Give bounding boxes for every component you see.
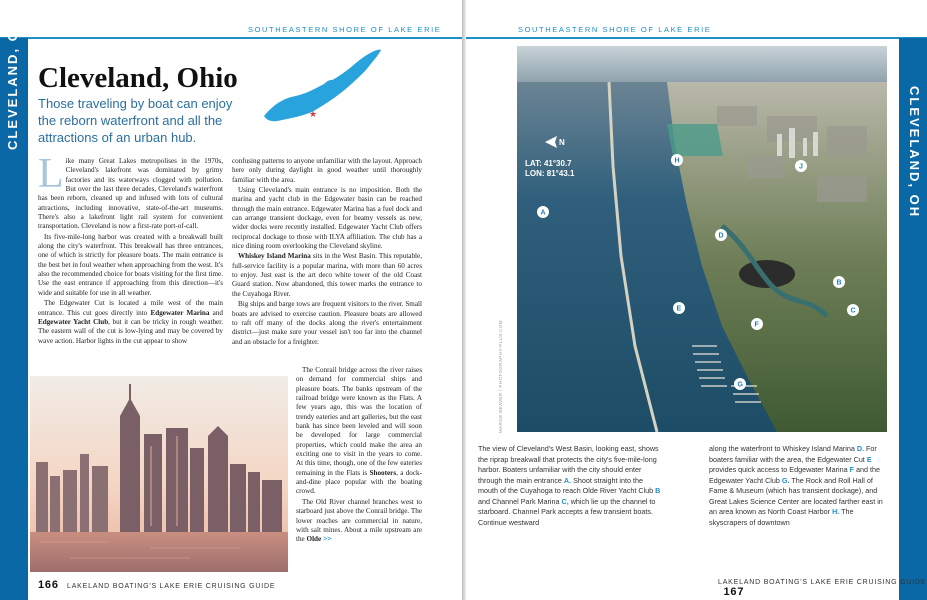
paragraph: confusing patterns to anyone unfamiliar with the layout. Approach here only during daylight in good weather until thoroughly familiar with the area. (232, 157, 422, 184)
page-title: Cleveland, Ohio (38, 62, 238, 94)
lake-erie-locator-map (262, 46, 382, 130)
svg-text:H: H (674, 157, 680, 165)
svg-text:B: B (836, 279, 842, 287)
paragraph: Its five-mile-long harbor was created with a breakwall built along the city's waterfront. This breakwall has three entrances, one of which is strictly for pleasure boats. The main entrance is the best bet in foul weather when approaching from the west. It's also the recommended choice for boats visiting for the first time. Use the east entrance if approaching from this direction—it's wide and suitable for use in all weather. (38, 232, 224, 297)
right-page (466, 0, 927, 600)
left-page (0, 0, 462, 600)
marker-J (795, 160, 807, 172)
marker-G (734, 378, 746, 390)
drop-cap: L (38, 151, 64, 197)
aerial-harbor-photo (517, 46, 887, 432)
cleveland-skyline-photo (30, 376, 288, 572)
marker-A (537, 206, 549, 218)
running-header-right: SOUTHEASTERN SHORE OF LAKE ERIE (518, 25, 712, 34)
paragraph: Using Cleveland's main entrance is no imposition. Both the marina and yacht club in the Edgewater basin can be reached through the main entrance. Edgewater Marina has a fuel dock and can arrange transient dockage, even for beamy vessels as new, wider docks were recently installed. Edgewater Yacht Club offers reciprocal dockage to those with ILYA affiliation. The club has a nice dining room overlooking the Cleveland skyline. (232, 186, 422, 251)
paragraph: Like many Great Lakes metropolises in the 1970s, Cleveland's lakefront was dominated by grimy factories and its waterways clogged with pollution. But over the last three decades, Cleveland's waterfront has been reborn, cleaned up and infused with lots of cultural attractions, including innovative, state-of-the-art museums. There's also a lakefront light rail system for convenient transportation. Cleveland is now a first-rate port-of-call. (38, 151, 223, 231)
paragraph: Big ships and barge tows are frequent visitors to the river. Small boats are advised to exercise caution. Pleasure boats are allowed to raft off many of the docks along the river's entertainment district—just make sure your vessel isn't too far into the channel and an obstacle for a freighter. (232, 300, 422, 346)
svg-text:C: C (850, 307, 856, 315)
page-number-left: 166 (38, 579, 59, 591)
marker-F (751, 318, 763, 330)
svg-text:D: D (718, 232, 724, 240)
photo-caption-1: The view of Cleveland's West Basin, looking east, shows the riprap breakwall that protects the city's five-mile-long harbor. Boaters unfamiliar with the city should enter through the main entrance A. Shoot straight into the mouth of the Cuyahoga to reach Olde River Yacht Club B and Channel Park Marina C, which lie up the channel to starboard. Channel Park accepts a few transient boats. Continue westward (478, 444, 661, 527)
paragraph: The Edgewater Cut is located a mile west of the main entrance. This cut goes directly into Edgewater Marina and Edgewater Yacht Club, but it can be tricky in rough weather. The eastern wall of the cut is low-lying and may be covered by wave action. Harbor lights in the cut appear to show (38, 299, 223, 345)
svg-text:F: F (754, 321, 759, 329)
marker-C (847, 304, 859, 316)
north-label: N (559, 138, 565, 147)
lat-readout: LAT: 41°30.7 (525, 159, 572, 168)
side-tab-label: CLEVELAND, OH (5, 17, 20, 150)
lon-readout: LON: 81°43.1 (525, 169, 575, 178)
continue-arrow: >> (323, 535, 332, 544)
right-folio (718, 579, 927, 598)
folio-text-left: LAKELAND BOATING'S LAKE ERIE CRUISING GUIDE (67, 583, 276, 590)
side-tab-left (0, 17, 28, 600)
left-folio (38, 579, 275, 591)
photo-caption-2: along the waterfront to Whiskey Island Marina D. For boaters familiar with the area, the Edgewater Cut E provides quick access to Edgewater Marina F and the Edgewater Yacht Club G. The Rock and Roll Hall of Fame & Museum (which has transient dockage), and Great Lakes Science Center are located farther east in an area known as North Coast Harbor H. The skyscrapers of downtown (709, 444, 883, 527)
header-rule-right (466, 37, 927, 39)
body-column-2 (232, 157, 422, 348)
marker-B (833, 276, 845, 288)
marker-D (715, 229, 727, 241)
body-column-3 (296, 366, 422, 546)
side-tab-right (899, 38, 927, 600)
marker-E (673, 302, 685, 314)
svg-text:J: J (799, 163, 803, 171)
svg-text:E: E (676, 305, 682, 313)
paragraph: The Old River channel branches west to starboard just above the Conrail bridge. The lower reaches are commercial in nature, with salt mines. About a mile upstream are the Olde >> (296, 497, 422, 544)
paragraph: The Conrail bridge across the river raises on demand for commercial ships and pleasure boats. The banks upstream of the railroad bridge were known as the Flats. A few years ago, this was the location of trendy eateries and art galleries, but the east bank has since been leveled and will soon be developed for large commercial properties, which could make the area an exciting one to visit in the years to come. At this time, though, one of the few eateries remaining in the Flats is Shooters, a dock-and-dine place popular with the boating crowd. (296, 366, 422, 496)
svg-text:G: G (737, 381, 743, 389)
photo-credit: MARGE BEAVER / PHOTOGRAPHY-PLUS.COM (498, 320, 503, 433)
paragraph: Whiskey Island Marina sits in the West Basin. This reputable, full-service facility is a popular marina, with more than 60 acres to enjoy. Just east is the art deco white tower of the old Coast Guard station. Now abandoned, this tower marks the entrance to the Cuyahoga River. (232, 252, 422, 298)
header-rule-left (0, 37, 462, 39)
svg-text:A: A (540, 209, 546, 217)
page-number-right: 167 (723, 586, 745, 598)
page-subtitle: Those traveling by boat can enjoy the reborn waterfront and all the attractions of an urban hub. (38, 96, 233, 145)
body-column-1 (38, 151, 224, 347)
folio-text-right: LAKELAND BOATING'S LAKE ERIE CRUISING GUIDE (718, 579, 927, 586)
marker-H (671, 154, 683, 166)
running-header-left: SOUTHEASTERN SHORE OF LAKE ERIE (248, 25, 442, 34)
city-star-icon: ★ (309, 109, 318, 119)
side-tab-label: CLEVELAND, OH (907, 86, 922, 219)
